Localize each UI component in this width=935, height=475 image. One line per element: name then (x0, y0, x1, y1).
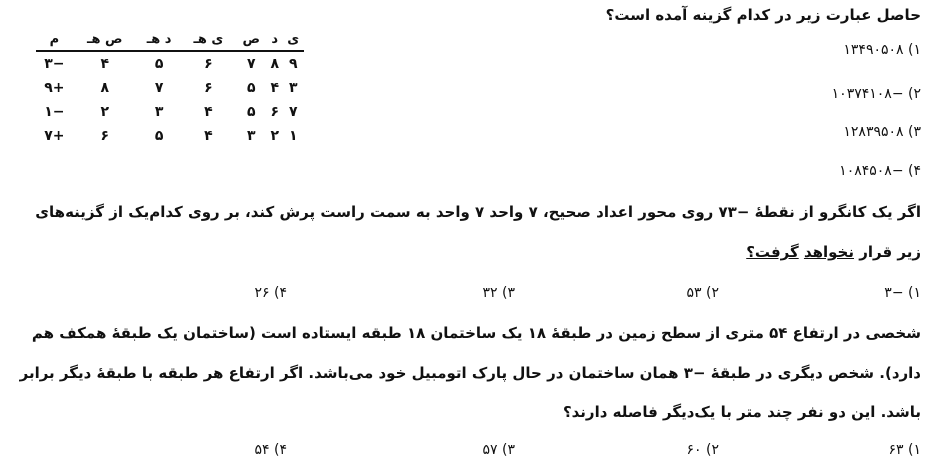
question-3-line-3: باشد. این دو نفر چند متر با یک‌دیگر فاصله دارند؟ (562, 403, 921, 421)
table-cell: +۷ (44, 128, 65, 144)
table-cell: ۷ (246, 56, 256, 72)
question-2-option-2[interactable]: ۲) ۵۳ (686, 285, 719, 301)
table-row (36, 51, 304, 76)
question-2-option-4[interactable]: ۴) ۲۶ (254, 285, 287, 301)
table-cell: ۷ (154, 80, 164, 96)
question-3-option-1[interactable]: ۱) ۶۳ (888, 442, 921, 458)
table-cell: ۱ (288, 128, 298, 144)
question-3-line-2: دارد). شخص دیگری در طبقهٔ −۳ همان ساختمان در حال پارک اتومبیل خود می‌باشد. اگر ارتفاع هر طبقه با طبقهٔ دیگر برابر (19, 364, 921, 382)
question-2-option-3[interactable]: ۳) ۳۲ (482, 285, 515, 301)
table-header-cell: د (267, 28, 282, 51)
table-cell: −۱ (44, 104, 65, 120)
question-2-option-1[interactable]: ۱) −۳ (884, 285, 921, 301)
table-cell: ۸ (100, 80, 110, 96)
table-cell: ۵ (154, 128, 164, 144)
table-cell: ۶ (204, 80, 213, 96)
table-cell: ۲ (100, 104, 110, 120)
table-cell: ۵ (246, 80, 256, 96)
table-row (36, 124, 304, 148)
question-2-line-1: اگر یک کانگرو از نقطهٔ −۷۳ روی محور اعداد صحیح، ۷ واحد ۷ واحد به سمت راست پرش کند، بر روی کدام‌یک از گزینه‌های (35, 203, 921, 221)
table-header-cell: ص (235, 28, 267, 51)
table-cell: ۳ (246, 128, 256, 144)
question-3-option-2[interactable]: ۲) ۶۰ (686, 442, 719, 458)
question-1-option-4[interactable]: ۴) −۱۰۸۴۵۰۸ (839, 163, 921, 179)
table-cell: ۶ (100, 128, 110, 144)
question-2-line-2 (746, 243, 921, 261)
table-header-cell: ص هـ (73, 28, 137, 51)
question-3-line-1: شخصی در ارتفاع ۵۴ متری از سطح زمین در طبقهٔ ۱۸ یک ساختمان ۱۸ طبقه ایستاده است (ساختمان یک طبقهٔ همکف هم (31, 324, 921, 342)
question-2-suffix: گرفت؟ (746, 243, 799, 261)
table-cell: ۴ (270, 80, 280, 96)
table-cell: ۸ (270, 56, 280, 72)
table-cell: −۳ (44, 56, 65, 72)
question-1-option-2[interactable]: ۲) −۱۰۳۷۴۱۰۸ (831, 86, 921, 102)
table-header-cell: م (36, 28, 73, 51)
question-3-option-3[interactable]: ۳) ۵۷ (482, 442, 515, 458)
table-cell: ۴ (204, 128, 213, 144)
question-1-option-3[interactable]: ۳) ۱۲۸۳۹۵۰۸ (843, 124, 921, 140)
table-header-row (36, 28, 304, 51)
question-1-text: حاصل عبارت زیر در کدام گزینه آمده است؟ (605, 6, 921, 24)
table-cell: ۲ (270, 128, 280, 144)
question-3-option-4[interactable]: ۴) ۵۴ (254, 442, 287, 458)
table-header-cell: ی هـ (181, 28, 235, 51)
table-cell: ۳ (288, 80, 298, 96)
table-header-cell: د هـ (137, 28, 182, 51)
table-cell: ۴ (100, 56, 110, 72)
table-cell: ۵ (154, 56, 164, 72)
table-row (36, 76, 304, 100)
table-cell: ۵ (246, 104, 256, 120)
question-2-prefix: زیر قرار (859, 243, 921, 261)
table-cell: ۹ (288, 56, 298, 72)
table-cell: ۶ (270, 104, 280, 120)
table-cell: +۹ (44, 80, 65, 96)
table-cell: ۳ (154, 104, 164, 120)
question-1-option-1[interactable]: ۱) ۱۳۴۹۰۵۰۸ (843, 42, 921, 58)
table-cell: ۷ (288, 104, 298, 120)
question-2-underlined-word: نخواهد (803, 243, 854, 261)
table-header-cell: ی (282, 28, 304, 51)
table-cell: ۶ (204, 56, 213, 72)
table-cell: ۴ (204, 104, 213, 120)
table-row (36, 100, 304, 124)
place-value-table (36, 28, 304, 148)
